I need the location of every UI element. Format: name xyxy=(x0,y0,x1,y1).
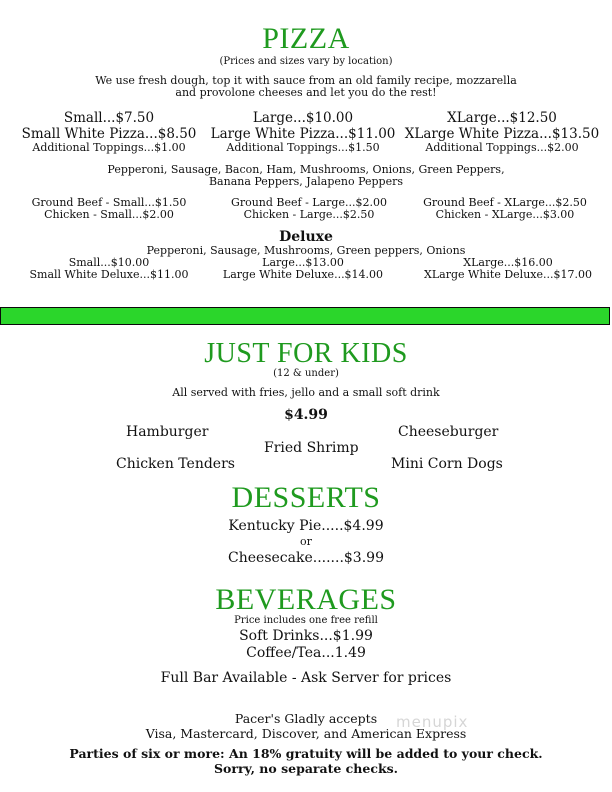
size-large-white-price: Large White Pizza...$11.00 xyxy=(210,126,396,142)
pizza-title: PIZZA xyxy=(262,22,350,55)
toppings-list-line2: Banana Peppers, Jalapeno Peppers xyxy=(208,175,404,188)
kids-item-fried-shrimp: Fried Shrimp xyxy=(264,440,359,456)
chicken-large-price: Chicken - Large...$2.50 xyxy=(243,208,375,221)
size-large-toppings-price: Additional Toppings...$1.50 xyxy=(226,141,380,154)
desserts-title: DESSERTS xyxy=(231,481,381,514)
deluxe-col-small xyxy=(14,257,204,281)
payment-cards: Visa, Mastercard, Discover, and American Express xyxy=(145,726,467,741)
size-xlarge-price: XLarge...$12.50 xyxy=(447,110,557,126)
pizza-description-line2: and provolone cheeses and let you do the rest! xyxy=(175,86,437,99)
premium-col-small xyxy=(14,197,204,221)
pizza-description-line1: We use fresh dough, top it with sauce from an old family recipe, mozzarella xyxy=(95,74,517,87)
kids-item-cheeseburger: Cheeseburger xyxy=(398,424,499,440)
deluxe-xlarge-price: XLarge...$16.00 xyxy=(463,256,553,269)
deluxe-large-price: Large...$13.00 xyxy=(262,256,344,269)
deluxe-toppings: Pepperoni, Sausage, Mushrooms, Green peppers, Onions xyxy=(146,244,466,257)
beverage-soft-drinks: Soft Drinks...$1.99 xyxy=(239,628,373,644)
premium-col-xlarge xyxy=(410,197,600,221)
size-large-price: Large...$10.00 xyxy=(252,110,354,126)
deluxe-col-xlarge xyxy=(410,257,606,281)
size-col-xlarge xyxy=(404,110,600,154)
dessert-item-kentucky-pie: Kentucky Pie.....$4.99 xyxy=(228,518,384,534)
size-xlarge-toppings-price: Additional Toppings...$2.00 xyxy=(425,141,579,154)
size-small-white-price: Small White Pizza...$8.50 xyxy=(21,126,197,142)
dessert-item-cheesecake: Cheesecake.......$3.99 xyxy=(228,550,384,566)
size-col-small xyxy=(14,110,204,154)
kids-price: $4.99 xyxy=(284,407,328,423)
kids-subtitle: (12 & under) xyxy=(273,368,339,379)
menupix-watermark: menupix xyxy=(396,713,469,731)
full-bar-note: Full Bar Available - Ask Server for prices xyxy=(160,670,452,686)
dessert-or: or xyxy=(300,535,312,548)
deluxe-title: Deluxe xyxy=(279,229,333,245)
beef-small-price: Ground Beef - Small...$1.50 xyxy=(31,196,187,209)
beverages-title: BEVERAGES xyxy=(215,583,397,616)
size-xlarge-white-price: XLarge White Pizza...$13.50 xyxy=(404,126,600,142)
deluxe-small-white-price: Small White Deluxe...$11.00 xyxy=(29,268,189,281)
deluxe-small-price: Small...$10.00 xyxy=(68,256,150,269)
premium-col-large xyxy=(214,197,404,221)
beverages-note: Price includes one free refill xyxy=(234,615,378,626)
kids-title: JUST FOR KIDS xyxy=(204,338,408,369)
kids-item-hamburger: Hamburger xyxy=(126,424,209,440)
payment-accepts: Pacer's Gladly accepts xyxy=(234,711,378,726)
kids-note: All served with fries, jello and a small soft drink xyxy=(172,386,440,399)
size-col-large xyxy=(208,110,398,154)
size-small-toppings-price: Additional Toppings...$1.00 xyxy=(32,141,186,154)
kids-item-chicken-tenders: Chicken Tenders xyxy=(116,456,235,472)
chicken-xlarge-price: Chicken - XLarge...$3.00 xyxy=(435,208,575,221)
beef-xlarge-price: Ground Beef - XLarge...$2.50 xyxy=(423,196,587,209)
pizza-subtitle: (Prices and sizes vary by location) xyxy=(219,56,393,67)
separate-checks-note: Sorry, no separate checks. xyxy=(214,761,398,776)
deluxe-col-large xyxy=(208,257,398,281)
section-divider-bar xyxy=(0,307,610,325)
size-small-price: Small...$7.50 xyxy=(63,110,155,126)
kids-item-mini-corn-dogs: Mini Corn Dogs xyxy=(391,456,503,472)
beverage-coffee-tea: Coffee/Tea...1.49 xyxy=(246,645,366,661)
toppings-list-line1: Pepperoni, Sausage, Bacon, Ham, Mushrooms, Onions, Green Peppers, xyxy=(107,163,505,176)
chicken-small-price: Chicken - Small...$2.00 xyxy=(44,208,174,221)
gratuity-note: Parties of six or more: An 18% gratuity will be added to your check. xyxy=(69,746,543,761)
deluxe-large-white-price: Large White Deluxe...$14.00 xyxy=(222,268,384,281)
beef-large-price: Ground Beef - Large...$2.00 xyxy=(231,196,387,209)
deluxe-xlarge-white-price: XLarge White Deluxe...$17.00 xyxy=(424,268,592,281)
